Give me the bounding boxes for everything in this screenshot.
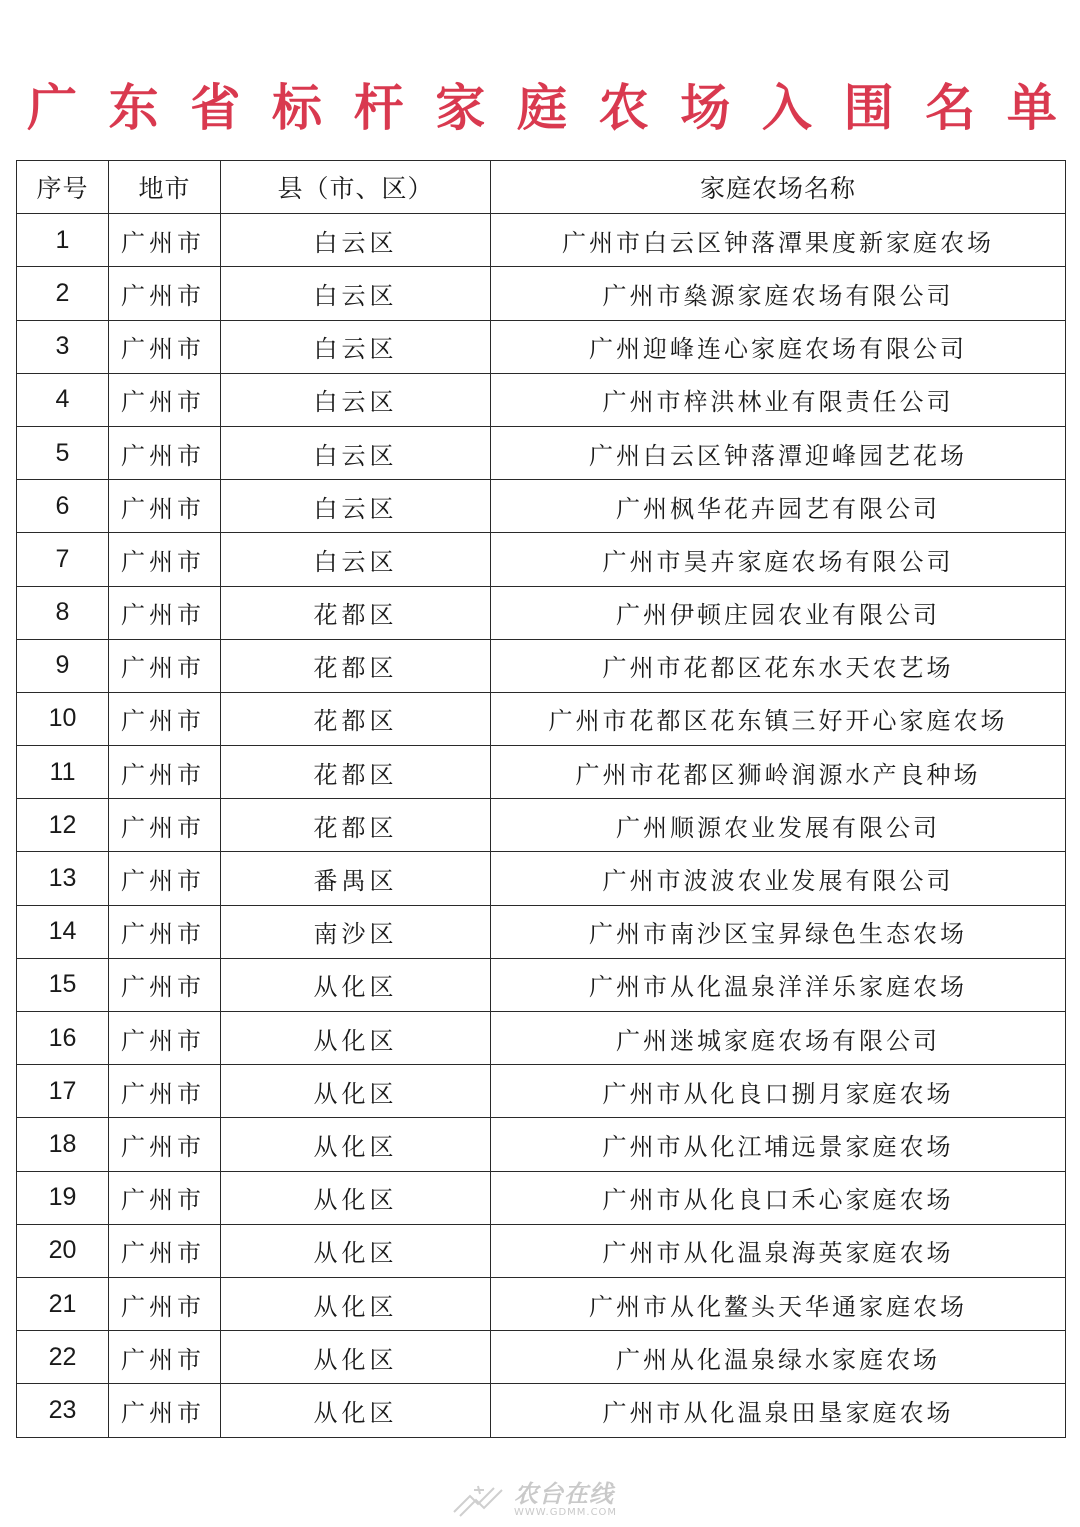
row-farm-name: 广州枫华花卉园艺有限公司 xyxy=(491,480,1066,533)
row-index: 10 xyxy=(17,692,109,745)
row-farm-name: 广州市花都区狮岭润源水产良种场 xyxy=(491,746,1066,799)
row-county: 南沙区 xyxy=(221,905,491,958)
row-county: 从化区 xyxy=(221,1171,491,1224)
row-county: 白云区 xyxy=(221,480,491,533)
row-city: 广州市 xyxy=(109,1224,221,1277)
table-row xyxy=(17,320,1066,373)
row-city: 广州市 xyxy=(109,1384,221,1437)
row-city: 广州市 xyxy=(109,692,221,745)
title-char: 省 xyxy=(190,78,241,137)
row-farm-name: 广州市波波农业发展有限公司 xyxy=(491,852,1066,905)
row-county: 白云区 xyxy=(221,214,491,267)
table-row xyxy=(17,586,1066,639)
table-row xyxy=(17,1012,1066,1065)
row-farm-name: 广州市从化江埔远景家庭农场 xyxy=(491,1118,1066,1171)
table-row xyxy=(17,1118,1066,1171)
row-county: 从化区 xyxy=(221,1331,491,1384)
row-index: 4 xyxy=(17,373,109,426)
row-farm-name: 广州市从化温泉田垦家庭农场 xyxy=(491,1384,1066,1437)
row-county: 从化区 xyxy=(221,958,491,1011)
row-index: 9 xyxy=(17,639,109,692)
title-char: 单 xyxy=(1006,78,1057,137)
row-city: 广州市 xyxy=(109,746,221,799)
row-index: 8 xyxy=(17,586,109,639)
table-row xyxy=(17,639,1066,692)
row-farm-name: 广州市从化良口捌月家庭农场 xyxy=(491,1065,1066,1118)
table-row xyxy=(17,1277,1066,1330)
title-char: 农 xyxy=(598,78,649,137)
table-row xyxy=(17,1171,1066,1224)
row-city: 广州市 xyxy=(109,320,221,373)
row-farm-name: 广州顺源农业发展有限公司 xyxy=(491,799,1066,852)
table-row xyxy=(17,1224,1066,1277)
watermark-text: 农台在线 xyxy=(514,1480,614,1508)
title-char: 家 xyxy=(435,78,486,137)
row-farm-name: 广州市从化良口禾心家庭农场 xyxy=(491,1171,1066,1224)
row-farm-name: 广州市南沙区宝昇绿色生态农场 xyxy=(491,905,1066,958)
row-city: 广州市 xyxy=(109,214,221,267)
row-index: 12 xyxy=(17,799,109,852)
table-row xyxy=(17,799,1066,852)
table-row xyxy=(17,1065,1066,1118)
title-char: 杆 xyxy=(353,78,404,137)
title-char: 标 xyxy=(271,78,322,137)
row-farm-name: 广州白云区钟落潭迎峰园艺花场 xyxy=(491,426,1066,479)
watermark xyxy=(450,1480,650,1520)
title-char: 东 xyxy=(108,78,159,137)
page-title xyxy=(0,78,1080,138)
row-farm-name: 广州迎峰连心家庭农场有限公司 xyxy=(491,320,1066,373)
row-index: 15 xyxy=(17,958,109,1011)
table-row xyxy=(17,267,1066,320)
row-county: 白云区 xyxy=(221,426,491,479)
title-char: 广 xyxy=(27,78,77,137)
row-city: 广州市 xyxy=(109,1277,221,1330)
row-index: 18 xyxy=(17,1118,109,1171)
row-index: 19 xyxy=(17,1171,109,1224)
table-row xyxy=(17,1331,1066,1384)
row-farm-name: 广州伊顿庄园农业有限公司 xyxy=(491,586,1066,639)
row-index: 7 xyxy=(17,533,109,586)
farm-list-table xyxy=(16,160,1066,1438)
row-farm-name: 广州市从化温泉海英家庭农场 xyxy=(491,1224,1066,1277)
row-city: 广州市 xyxy=(109,958,221,1011)
watermark-url: WWW.GDMM.COM xyxy=(514,1507,618,1518)
row-farm-name: 广州市花都区花东水天农艺场 xyxy=(491,639,1066,692)
row-county: 白云区 xyxy=(221,533,491,586)
row-city: 广州市 xyxy=(109,267,221,320)
row-county: 从化区 xyxy=(221,1118,491,1171)
row-county: 从化区 xyxy=(221,1224,491,1277)
row-city: 广州市 xyxy=(109,905,221,958)
row-farm-name: 广州市从化温泉洋洋乐家庭农场 xyxy=(491,958,1066,1011)
title-char: 庭 xyxy=(516,78,567,137)
header-county: 县（市、区） xyxy=(221,161,491,214)
table-row xyxy=(17,426,1066,479)
header-index: 序号 xyxy=(17,161,109,214)
row-farm-name: 广州市花都区花东镇三好开心家庭农场 xyxy=(491,692,1066,745)
row-index: 17 xyxy=(17,1065,109,1118)
row-city: 广州市 xyxy=(109,373,221,426)
row-index: 11 xyxy=(17,746,109,799)
title-char: 场 xyxy=(680,78,731,137)
row-county: 花都区 xyxy=(221,692,491,745)
row-index: 3 xyxy=(17,320,109,373)
row-county: 从化区 xyxy=(221,1277,491,1330)
watermark-logo-icon xyxy=(450,1482,506,1518)
row-city: 广州市 xyxy=(109,1118,221,1171)
row-city: 广州市 xyxy=(109,1012,221,1065)
row-farm-name: 广州市梓洪林业有限责任公司 xyxy=(491,373,1066,426)
row-county: 花都区 xyxy=(221,639,491,692)
row-county: 番禺区 xyxy=(221,852,491,905)
row-city: 广州市 xyxy=(109,426,221,479)
row-county: 花都区 xyxy=(221,586,491,639)
table-row xyxy=(17,373,1066,426)
header-farm-name: 家庭农场名称 xyxy=(491,161,1066,214)
table-row xyxy=(17,480,1066,533)
row-county: 白云区 xyxy=(221,320,491,373)
header-city: 地市 xyxy=(109,161,221,214)
row-city: 广州市 xyxy=(109,1065,221,1118)
row-county: 白云区 xyxy=(221,373,491,426)
row-farm-name: 广州市白云区钟落潭果度新家庭农场 xyxy=(491,214,1066,267)
row-index: 20 xyxy=(17,1224,109,1277)
row-city: 广州市 xyxy=(109,480,221,533)
title-char: 名 xyxy=(925,78,976,137)
table-row xyxy=(17,533,1066,586)
table-row xyxy=(17,1384,1066,1437)
row-county: 从化区 xyxy=(221,1065,491,1118)
table-row xyxy=(17,905,1066,958)
row-farm-name: 广州市从化鳌头天华通家庭农场 xyxy=(491,1277,1066,1330)
row-farm-name: 广州市燊源家庭农场有限公司 xyxy=(491,267,1066,320)
row-city: 广州市 xyxy=(109,533,221,586)
row-county: 花都区 xyxy=(221,746,491,799)
row-index: 14 xyxy=(17,905,109,958)
table-row xyxy=(17,958,1066,1011)
row-index: 23 xyxy=(17,1384,109,1437)
table-row xyxy=(17,692,1066,745)
title-char: 围 xyxy=(843,78,894,137)
row-county: 从化区 xyxy=(221,1012,491,1065)
row-county: 从化区 xyxy=(221,1384,491,1437)
row-index: 21 xyxy=(17,1277,109,1330)
row-city: 广州市 xyxy=(109,1171,221,1224)
row-farm-name: 广州迷城家庭农场有限公司 xyxy=(491,1012,1066,1065)
row-index: 13 xyxy=(17,852,109,905)
row-index: 22 xyxy=(17,1331,109,1384)
row-city: 广州市 xyxy=(109,1331,221,1384)
table-header-row xyxy=(17,161,1066,214)
table-row xyxy=(17,746,1066,799)
title-char: 入 xyxy=(761,78,812,137)
row-index: 2 xyxy=(17,267,109,320)
row-county: 白云区 xyxy=(221,267,491,320)
row-farm-name: 广州从化温泉绿水家庭农场 xyxy=(491,1331,1066,1384)
row-county: 花都区 xyxy=(221,799,491,852)
row-city: 广州市 xyxy=(109,586,221,639)
row-city: 广州市 xyxy=(109,639,221,692)
table-row xyxy=(17,214,1066,267)
row-index: 5 xyxy=(17,426,109,479)
row-index: 6 xyxy=(17,480,109,533)
row-city: 广州市 xyxy=(109,852,221,905)
row-index: 1 xyxy=(17,214,109,267)
table-row xyxy=(17,852,1066,905)
row-farm-name: 广州市昊卉家庭农场有限公司 xyxy=(491,533,1066,586)
row-index: 16 xyxy=(17,1012,109,1065)
row-city: 广州市 xyxy=(109,799,221,852)
